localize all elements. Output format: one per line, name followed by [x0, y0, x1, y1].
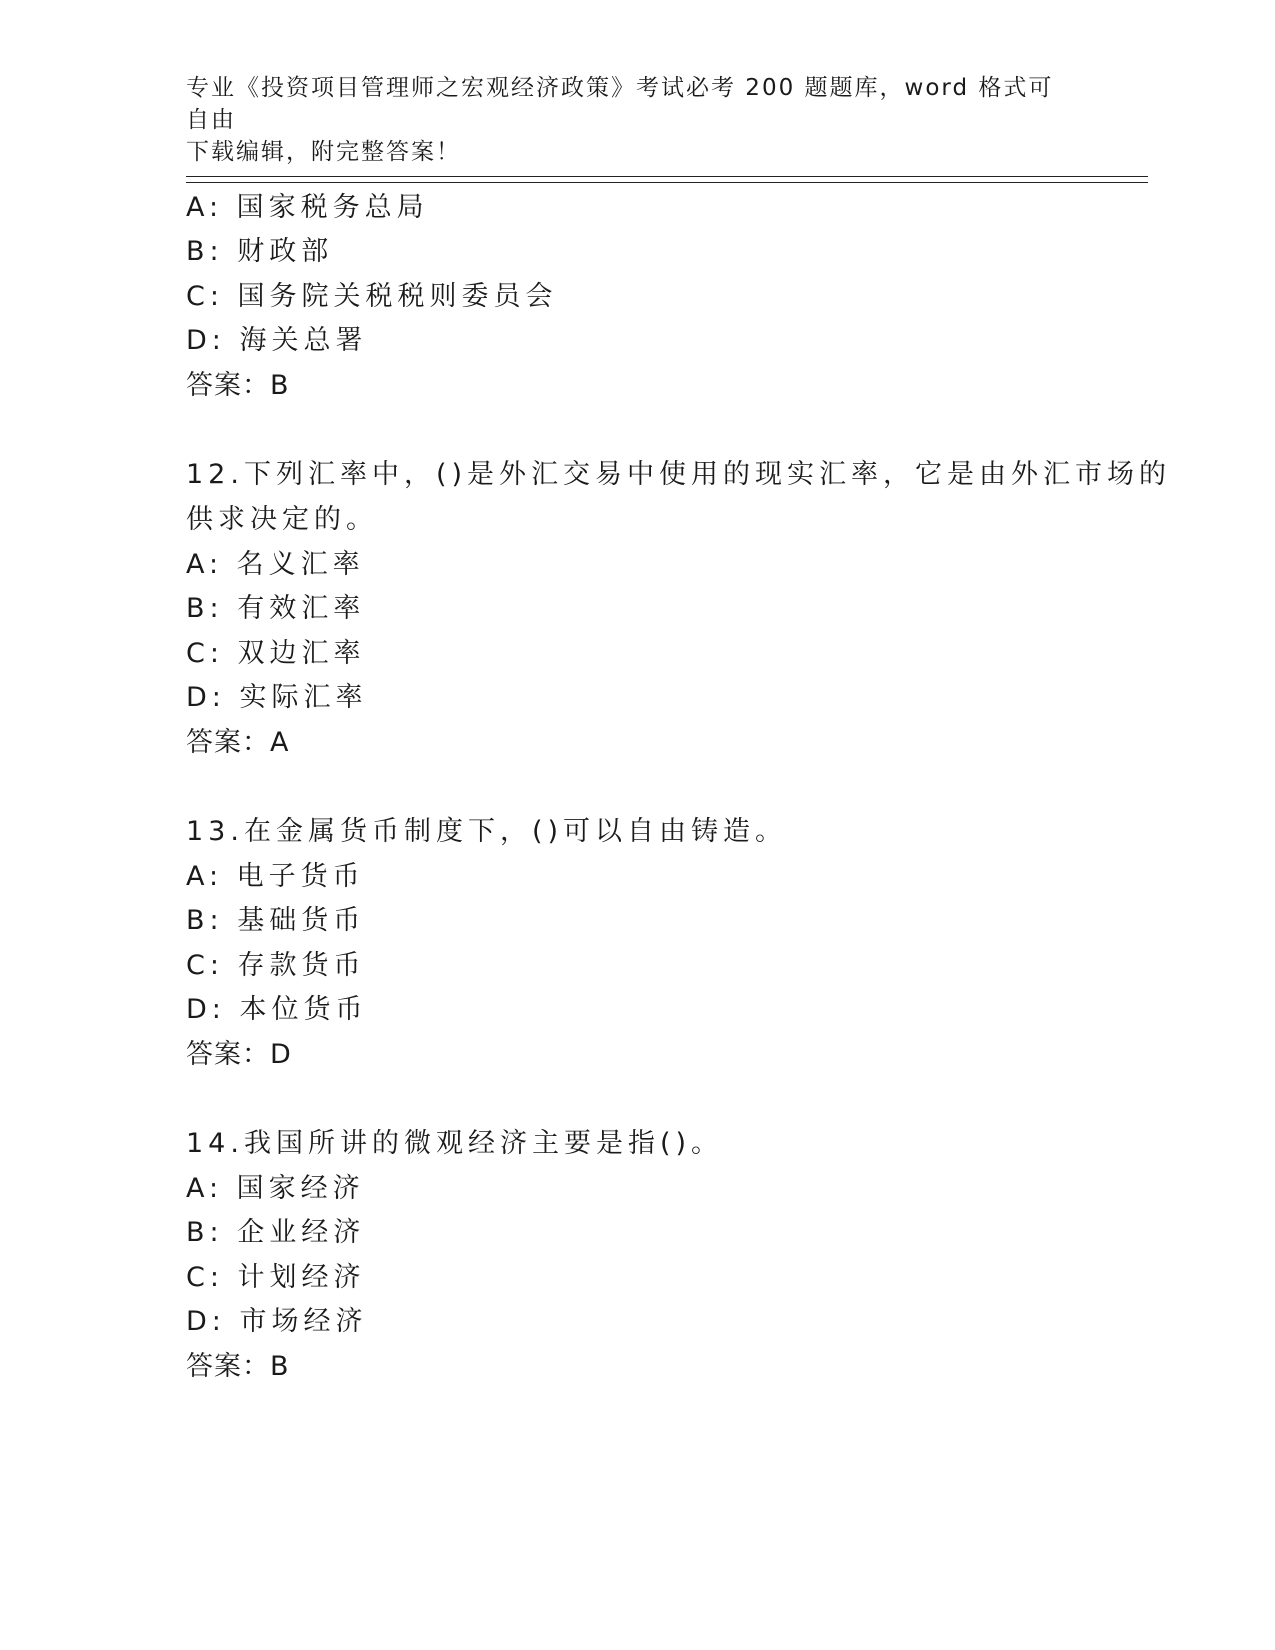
option-d: D: 本位货币 — [186, 994, 368, 1025]
header-line-1: 专业《投资项目管理师之宏观经济政策》考试必考 200 题题库，word 格式可自由 — [186, 75, 1054, 133]
question-stem-line-1: 13.在金属货币制度下，()可以自由铸造。 — [186, 816, 788, 847]
option-b: B: 有效汇率 — [186, 593, 366, 624]
option-c: C: 双边汇率 — [186, 638, 366, 669]
question-stem-line-1: 14.我国所讲的微观经济主要是指()。 — [186, 1128, 724, 1159]
option-a: A: 国家税务总局 — [186, 192, 429, 223]
answer: 答案：A — [186, 727, 290, 758]
option-a: A: 电子货币 — [186, 861, 365, 892]
option-b: B: 基础货币 — [186, 905, 366, 936]
option-b: B: 企业经济 — [186, 1217, 366, 1248]
header-divider-top — [186, 176, 1148, 177]
question-stem-line-2: 供求决定的。 — [186, 504, 378, 535]
option-d: D: 市场经济 — [186, 1306, 368, 1337]
header-divider-bottom — [186, 182, 1148, 183]
option-d: D: 实际汇率 — [186, 682, 368, 713]
question-stem-line-1: 12.下列汇率中，()是外汇交易中使用的现实汇率，它是由外汇市场的 — [186, 459, 1172, 490]
answer: 答案：D — [186, 1039, 292, 1070]
option-c: C: 计划经济 — [186, 1262, 366, 1293]
option-d: D: 海关总署 — [186, 325, 368, 356]
option-a: A: 国家经济 — [186, 1173, 365, 1204]
option-b: B: 财政部 — [186, 236, 334, 267]
option-c: C: 存款货币 — [186, 950, 366, 981]
answer: 答案：B — [186, 370, 290, 401]
header-line-2: 下载编辑，附完整答案！ — [186, 139, 461, 165]
option-c: C: 国务院关税税则委员会 — [186, 281, 558, 312]
answer: 答案：B — [186, 1351, 290, 1382]
document-header — [186, 72, 1066, 168]
option-a: A: 名义汇率 — [186, 549, 365, 580]
